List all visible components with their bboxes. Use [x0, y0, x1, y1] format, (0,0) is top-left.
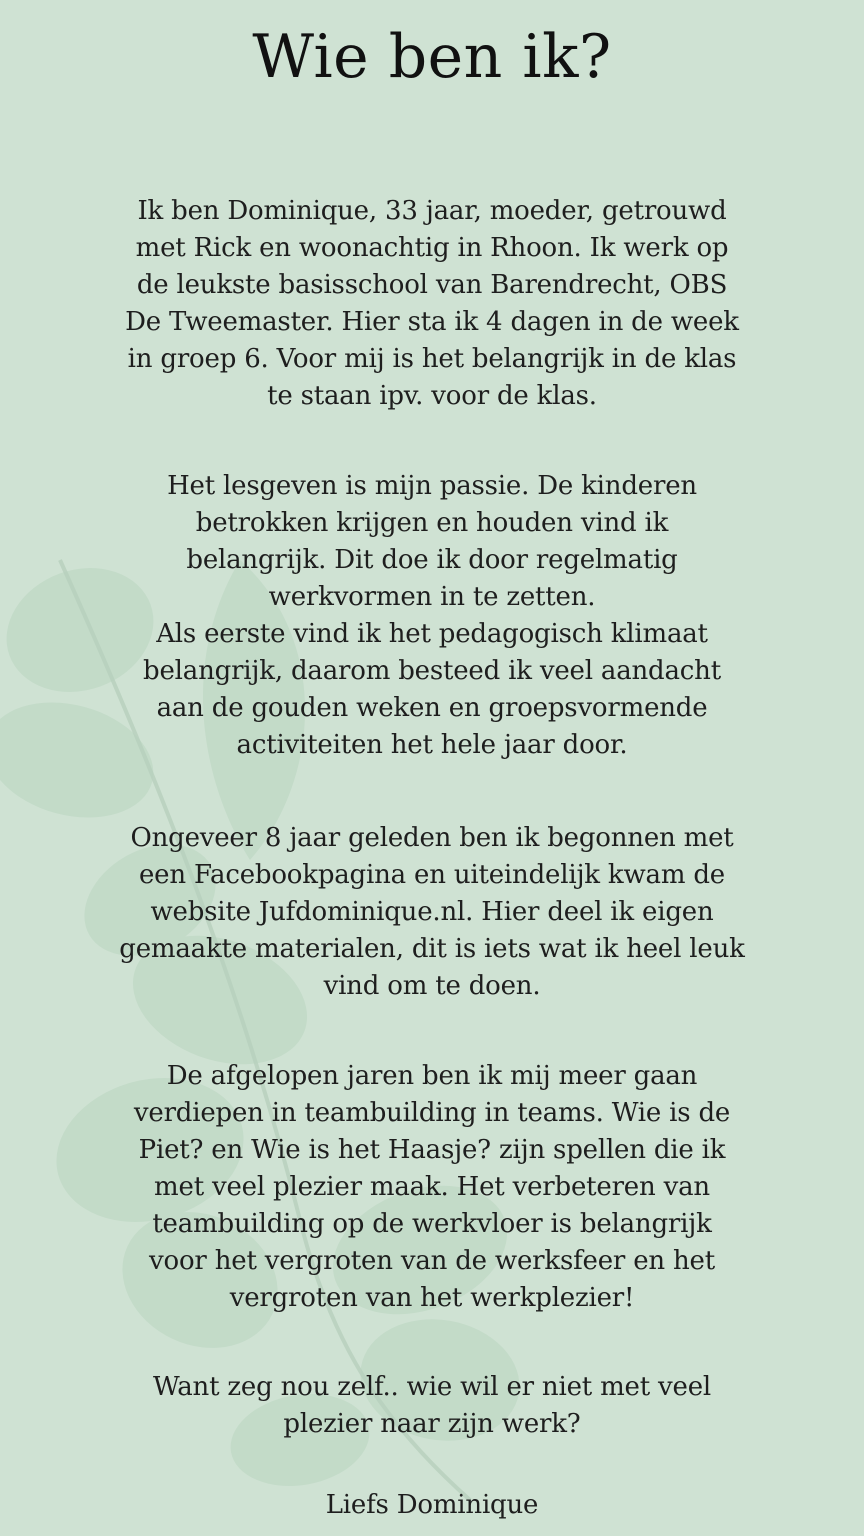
paragraph-line: verdiepen in teambuilding in teams. Wie is de: [133, 1098, 731, 1128]
paragraph-line: belangrijk, daarom besteed ik veel aandacht: [143, 656, 721, 686]
paragraph-line: vind om te doen.: [323, 971, 541, 1001]
paragraph-line: gemaakte materialen, dit is iets wat ik heel leuk: [119, 934, 745, 964]
paragraph-line: Ongeveer 8 jaar geleden ben ik begonnen met: [130, 823, 734, 853]
paragraph-line: in groep 6. Voor mij is het belangrijk in de klas: [127, 344, 737, 374]
paragraph-line: Als eerste vind ik het pedagogisch klimaat: [156, 619, 708, 649]
paragraph-line: De Tweemaster. Hier sta ik 4 dagen in de week: [125, 307, 739, 337]
page-title: Wie ben ik?: [252, 22, 612, 92]
paragraph-line: betrokken krijgen en houden vind ik: [195, 508, 669, 538]
paragraph-line: plezier naar zijn werk?: [283, 1409, 581, 1439]
paragraph-line: de leukste basisschool van Barendrecht, OBS: [136, 270, 728, 300]
paragraph-line: Het lesgeven is mijn passie. De kinderen: [167, 471, 697, 501]
paragraph-line: Want zeg nou zelf.. wie wil er niet met veel: [152, 1372, 712, 1402]
paragraph-line: werkvormen in te zetten.: [268, 582, 596, 612]
paragraph-line: Piet? en Wie is het Haasje? zijn spellen die ik: [138, 1135, 726, 1165]
signature-line: Liefs Dominique: [325, 1490, 539, 1520]
paragraph-line: activiteiten het hele jaar door.: [236, 730, 628, 760]
paragraph-line: Ik ben Dominique, 33 jaar, moeder, getrouwd: [137, 196, 727, 226]
paragraph-line: een Facebookpagina en uiteindelijk kwam de: [139, 860, 725, 890]
closing-question-paragraph: [70, 1369, 794, 1443]
teambuilding-paragraph: [70, 1058, 794, 1317]
paragraph-line: belangrijk. Dit doe ik door regelmatig: [186, 545, 678, 575]
paragraph-line: aan de gouden weken en groepsvormende: [156, 693, 708, 723]
paragraph-line: met veel plezier maak. Het verbeteren van: [154, 1172, 710, 1202]
paragraph-line: vergroten van het werkplezier!: [229, 1283, 635, 1313]
paragraph-line: voor het vergroten van de werksfeer en het: [149, 1246, 715, 1276]
passion-paragraph: [70, 468, 794, 764]
paragraph-line: te staan ipv. voor de klas.: [267, 381, 597, 411]
signature: [70, 1487, 794, 1524]
intro-paragraph: [70, 193, 794, 415]
website-paragraph: [70, 820, 794, 1005]
paragraph-line: teambuilding op de werkvloer is belangrijk: [152, 1209, 712, 1239]
paragraph-line: De afgelopen jaren ben ik mij meer gaan: [166, 1061, 698, 1091]
paragraph-line: met Rick en woonachtig in Rhoon. Ik werk op: [135, 233, 729, 263]
paragraph-line: website Jufdominique.nl. Hier deel ik eigen: [150, 897, 714, 927]
